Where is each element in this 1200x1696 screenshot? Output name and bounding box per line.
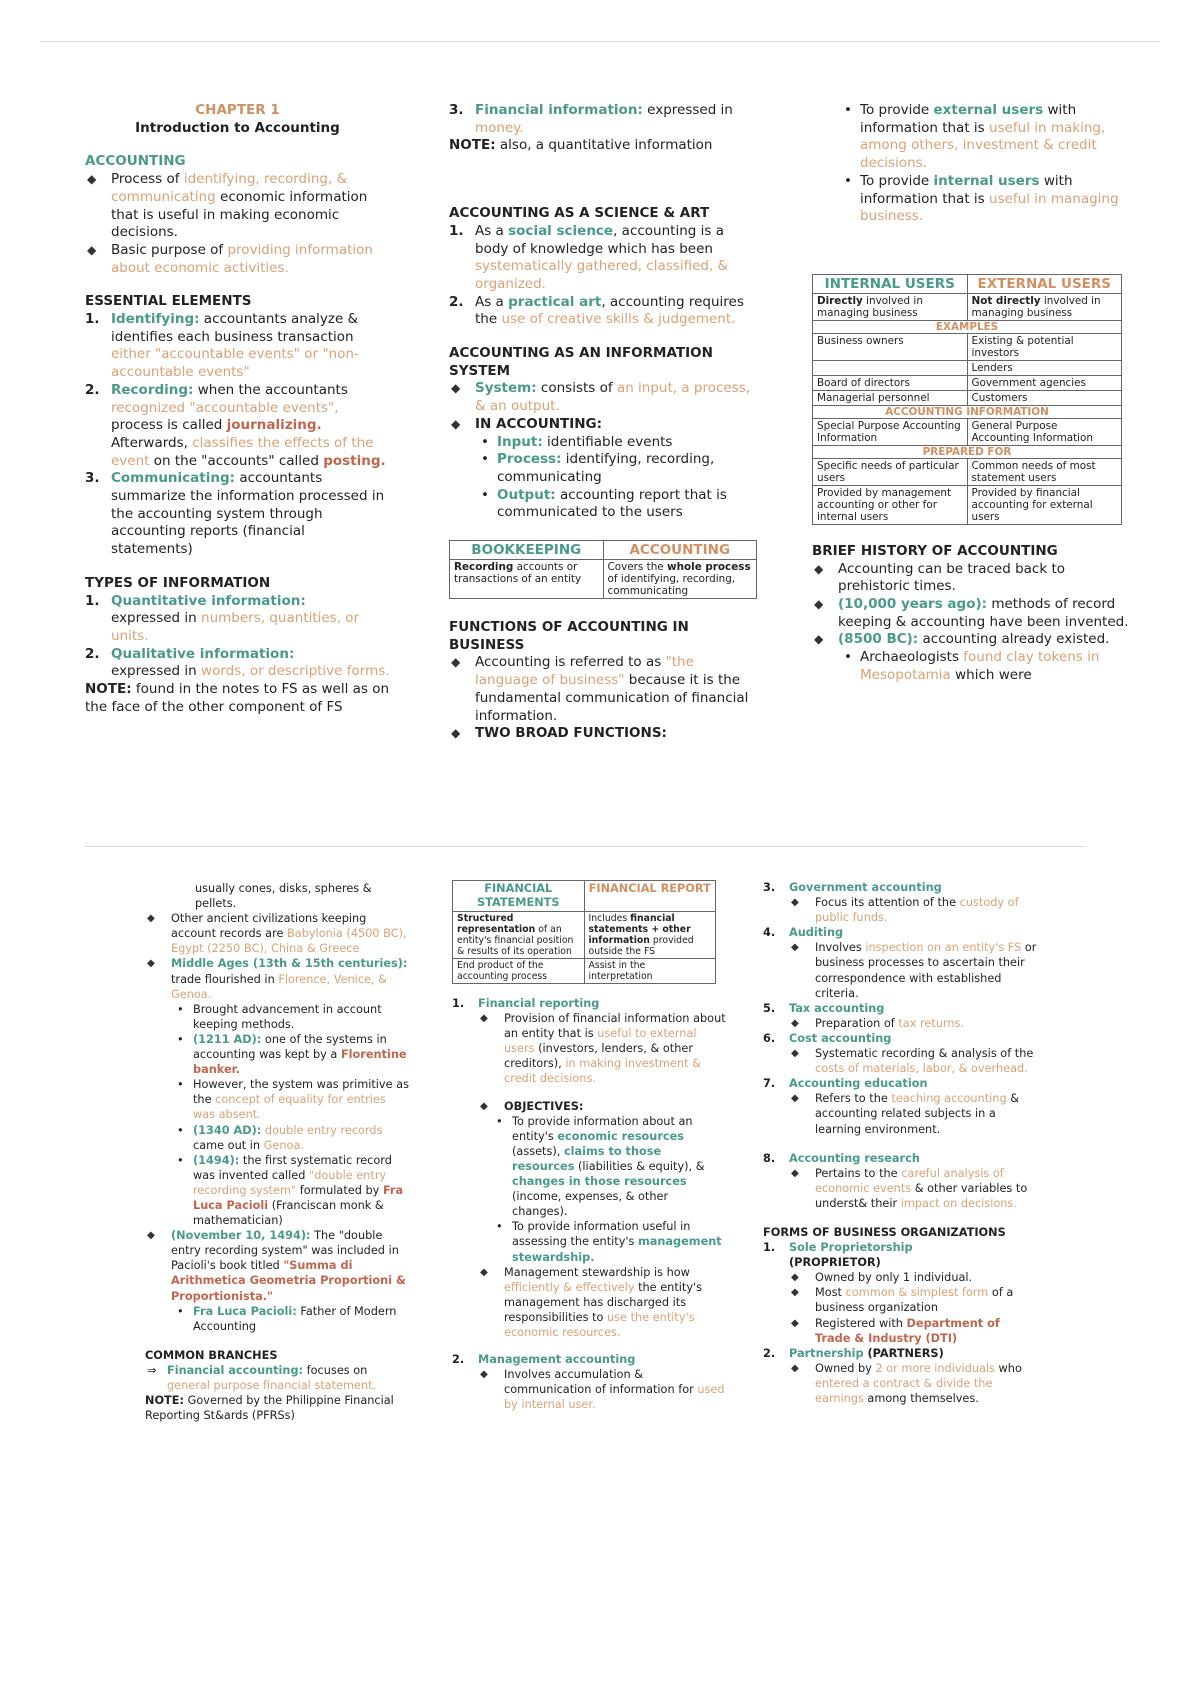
forms-of-business-heading: FORMS OF BUSINESS ORGANIZATIONS bbox=[763, 1225, 1006, 1239]
management-accounting-heading: 2. Management accounting bbox=[452, 1353, 636, 1367]
financial-report-header: FINANCIAL REPORT bbox=[584, 881, 716, 912]
accounting-research-bullet: ◆ Pertains to the careful analysis of economic events & other variables to underst& their impact on decisions. bbox=[789, 1166, 1038, 1211]
example-internal-3: Board of directors bbox=[813, 375, 968, 390]
example-external-1: Existing & potential investors bbox=[967, 333, 1122, 360]
objective-1: • To provide information about an entity's economic resources (assets), claims to those resources (liabilities & equity), & changes in those resources (income, expenses, & other changes). bbox=[490, 1114, 727, 1220]
element-identifying: 1. Identifying: accountants analyze & identifies each business transaction either "accountable events" or "non-accountable events" bbox=[85, 311, 359, 381]
prepared-common-cell: Common needs of most statement users bbox=[967, 458, 1122, 485]
fs-end-product-cell: End product of the accounting process bbox=[453, 959, 585, 984]
science-item: 1. As a social science, accounting is a body of knowledge which has been systematically gathered, classified, & organized. bbox=[449, 222, 729, 292]
financial-statements-header: FINANCIAL STATEMENTS bbox=[453, 881, 585, 912]
page-divider-middle bbox=[85, 846, 1085, 847]
page1-column-1 bbox=[85, 102, 390, 717]
page2-column-2 bbox=[452, 880, 727, 1412]
internal-involvement-cell: Directly involved in managing business bbox=[813, 293, 968, 320]
government-accounting-heading: 3. Government accounting bbox=[763, 881, 942, 894]
science-art-heading: ACCOUNTING AS A SCIENCE & ART bbox=[449, 205, 710, 222]
in-accounting-bullet: ◆ IN ACCOUNTING: bbox=[449, 416, 759, 434]
internal-users-header: INTERNAL USERS bbox=[813, 274, 968, 293]
middle-ages-sub-2: • (1211 AD): one of the systems in accounting was kept by a Florentine banker. bbox=[171, 1032, 410, 1077]
history-heading: BRIEF HISTORY OF ACCOUNTING bbox=[812, 542, 1058, 559]
accounting-cell: Covers the whole process of identifying, recording, communicating bbox=[603, 560, 757, 599]
example-external-3: Government agencies bbox=[967, 375, 1122, 390]
page1-column-3 bbox=[812, 102, 1132, 685]
common-branches-heading: COMMON BRANCHES bbox=[145, 1348, 278, 1362]
information-system-heading: ACCOUNTING AS AN INFORMATION SYSTEM bbox=[449, 345, 713, 379]
output-bullet: • Output: accounting report that is communicated to the users bbox=[475, 487, 759, 522]
types-note: NOTE: found in the notes to FS as well as on the face of the other component of FS bbox=[85, 681, 390, 715]
type-quantitative: 1. Quantitative information: expressed in numbers, quantities, or units. bbox=[85, 592, 360, 644]
middle-ages-bullet: ◆ Middle Ages (13th & 15th centuries): trade flourished in Florence, Venice, & Genoa. bbox=[145, 956, 410, 1001]
example-external-4: Customers bbox=[967, 390, 1122, 405]
input-bullet: • Input: identifiable events bbox=[475, 434, 759, 452]
process-bullet: • Process: identifying, recording, communicating bbox=[475, 451, 759, 486]
functions-bullet-2: ◆ TWO BROAD FUNCTIONS: bbox=[449, 725, 759, 743]
objectives-bullet: ◆ OBJECTIVES: bbox=[478, 1099, 727, 1114]
bookkeeping-accounting-table bbox=[449, 540, 757, 599]
stewardship-bullet: ◆ Management stewardship is how efficiently & effectively the entity's management has discharged its responsibilities to use the entity's economic resources. bbox=[478, 1265, 727, 1340]
financial-reporting-bullet: ◆ Provision of financial information about an entity that is useful to external users (investors, lenders, & other creditors), in making investment & credit decisions. bbox=[478, 1011, 727, 1086]
tax-accounting-bullet: ◆ Preparation of tax returns. bbox=[789, 1016, 1038, 1031]
sole-proprietorship-heading: 1. Sole Proprietorship (PROPRIETOR) bbox=[763, 1241, 913, 1270]
middle-ages-sub-1: • Brought advancement in account keeping methods. bbox=[171, 1002, 410, 1032]
types-of-information-heading: TYPES OF INFORMATION bbox=[85, 574, 271, 591]
tax-accounting-heading: 5. Tax accounting bbox=[763, 1001, 885, 1015]
november-1494-bullet: ◆ (November 10, 1494): The "double entry recording system" was included in Pacioli's book titled "Summa di Arithmetica Geometria Proportioni & Proportionista." bbox=[145, 1228, 410, 1303]
fr-assist-cell: Assist in the interpretation bbox=[584, 959, 716, 984]
example-internal-4: Managerial personnel bbox=[813, 390, 968, 405]
middle-ages-sub-4: • (1340 AD): double entry records came out in Genoa. bbox=[171, 1123, 410, 1153]
fr-definition-cell: Includes financial statements + other information provided outside the FS bbox=[584, 912, 716, 959]
users-table bbox=[812, 274, 1122, 525]
continued-text: usually cones, disks, spheres & pellets. bbox=[195, 882, 372, 911]
financial-accounting-item: ⇒ Financial accounting: focuses on general purpose financial statement. bbox=[147, 1363, 377, 1392]
financial-info-note: NOTE: also, a quantitative information bbox=[449, 137, 713, 154]
financial-reporting-heading: 1. Financial reporting bbox=[452, 997, 600, 1010]
accounting-bullet-2: ◆ Basic purpose of providing information about economic activities. bbox=[85, 242, 390, 277]
partnership-heading: 2. Partnership (PARTNERS) bbox=[763, 1346, 944, 1360]
external-users-header: EXTERNAL USERS bbox=[967, 274, 1122, 293]
sole-proprietorship-bullet-1: ◆ Owned by only 1 individual. bbox=[789, 1270, 1038, 1285]
cost-accounting-heading: 6. Cost accounting bbox=[763, 1031, 892, 1045]
provided-management-cell: Provided by management accounting or other for internal users bbox=[813, 485, 968, 524]
element-communicating: 3. Communicating: accountants summarize the information processed in the accounting system through accounting reports (financial statements) bbox=[85, 470, 385, 558]
functions-heading: FUNCTIONS OF ACCOUNTING IN BUSINESS bbox=[449, 619, 689, 653]
auditing-heading: 4. Auditing bbox=[763, 926, 844, 940]
page1-column-2 bbox=[449, 102, 759, 743]
history-bullet-2: ◆ (10,000 years ago): methods of record keeping & accounting have been invented. bbox=[812, 596, 1132, 631]
financial-statements-table bbox=[452, 880, 716, 984]
accounting-header: ACCOUNTING bbox=[603, 541, 757, 560]
provided-financial-cell: Provided by financial accounting for external users bbox=[967, 485, 1122, 524]
history-bullet-3: ◆ (8500 BC): accounting already existed. bbox=[812, 631, 1132, 649]
functions-bullet-1: ◆ Accounting is referred to as "the language of business" because it is the fundamental communication of financial information. bbox=[449, 654, 759, 725]
accounting-education-bullet: ◆ Refers to the teaching accounting & accounting related subjects in a learning environment. bbox=[789, 1091, 1038, 1136]
government-accounting-bullet: ◆ Focus its attention of the custody of public funds. bbox=[789, 895, 1038, 925]
page2-column-3 bbox=[763, 880, 1038, 1406]
sole-proprietorship-bullet-2: ◆ Most common & simplest form of a business organization bbox=[789, 1285, 1038, 1315]
objective-2: • To provide information useful in assessing the entity's management stewardship. bbox=[490, 1219, 727, 1264]
pacioli-sub-bullet: • Fra Luca Pacioli: Father of Modern Accounting bbox=[171, 1304, 410, 1334]
management-accounting-bullet: ◆ Involves accumulation & communication of information for used by internal user. bbox=[478, 1367, 727, 1412]
fs-definition-cell: Structured representation of an entity's financial position & results of its operation bbox=[453, 912, 585, 959]
function-internal-users: • To provide internal users with information that is useful in managing business. bbox=[838, 173, 1132, 226]
example-external-2: Lenders bbox=[967, 360, 1122, 375]
history-bullet-1: ◆ Accounting can be traced back to prehistoric times. bbox=[812, 561, 1132, 596]
branches-note: NOTE: Governed by the Philippine Financial Reporting St&ards (PFRSs) bbox=[145, 1394, 394, 1423]
type-qualitative: 2. Qualitative information: expressed in words, or descriptive forms. bbox=[85, 645, 390, 680]
special-purpose-cell: Special Purpose Accounting Information bbox=[813, 418, 968, 445]
bookkeeping-header: BOOKKEEPING bbox=[450, 541, 604, 560]
bookkeeping-cell: Recording accounts or transactions of an entity bbox=[450, 560, 604, 599]
middle-ages-sub-5: • (1494): the first systematic record was invented called "double entry recording system" formulated by Fra Luca Pacioli (Franciscan monk & mathematician) bbox=[171, 1153, 410, 1228]
function-external-users: • To provide external users with information that is useful in making, among others, investment & credit decisions. bbox=[838, 102, 1132, 173]
external-involvement-cell: Not directly involved in managing business bbox=[967, 293, 1122, 320]
example-internal-1: Business owners bbox=[813, 333, 968, 360]
general-purpose-cell: General Purpose Accounting Information bbox=[967, 418, 1122, 445]
example-internal-2 bbox=[813, 360, 968, 375]
sole-proprietorship-bullet-3: ◆ Registered with Department of Trade & Industry (DTI) bbox=[789, 1316, 1038, 1346]
type-financial-information: 3. Financial information: expressed in money. bbox=[449, 102, 733, 136]
accounting-information-row: ACCOUNTING INFORMATION bbox=[813, 405, 1122, 418]
element-recording: 2. Recording: when the accountants recognized "accountable events", process is called journalizing. Afterwards, classifies the effects of the event on the "accounts" called posting. bbox=[85, 381, 386, 469]
accounting-research-heading: 8. Accounting research bbox=[763, 1151, 920, 1165]
prepared-for-row: PREPARED FOR bbox=[813, 445, 1122, 458]
history-sub-bullet: • Archaeologists found clay tokens in Mesopotamia which were bbox=[838, 649, 1132, 684]
partnership-bullet-1: ◆ Owned by 2 or more individuals who entered a contract & divide the earnings among themselves. bbox=[789, 1361, 1038, 1406]
middle-ages-sub-3: • However, the system was primitive as the concept of equality for entries was absent. bbox=[171, 1077, 410, 1122]
cost-accounting-bullet: ◆ Systematic recording & analysis of the costs of materials, labor, & overhead. bbox=[789, 1046, 1038, 1076]
accounting-bullet-1: ◆ Process of identifying, recording, & communicating economic information that is useful in making economic decisions. bbox=[85, 171, 390, 242]
essential-elements-heading: ESSENTIAL ELEMENTS bbox=[85, 293, 252, 310]
art-item: 2. As a practical art, accounting requires the use of creative skills & judgement. bbox=[449, 293, 744, 328]
examples-row: EXAMPLES bbox=[813, 320, 1122, 333]
chapter-label: CHAPTER 1 bbox=[195, 102, 280, 118]
accounting-education-heading: 7. Accounting education bbox=[763, 1077, 928, 1091]
chapter-title: Introduction to Accounting bbox=[135, 119, 340, 136]
accounting-heading: ACCOUNTING bbox=[85, 153, 186, 170]
ancient-civilizations-bullet: ◆ Other ancient civilizations keeping account records are Babylonia (4500 BC), Egypt (2250 BC), China & Greece bbox=[145, 911, 410, 956]
page-divider-top bbox=[40, 41, 1160, 42]
system-bullet: ◆ System: consists of an input, a process, & an output. bbox=[449, 380, 759, 415]
page2-column-1 bbox=[145, 881, 410, 1423]
prepared-specific-cell: Specific needs of particular users bbox=[813, 458, 968, 485]
auditing-bullet: ◆ Involves inspection on an entity's FS or business processes to ascertain their correspondence with established criteria. bbox=[789, 940, 1038, 1000]
